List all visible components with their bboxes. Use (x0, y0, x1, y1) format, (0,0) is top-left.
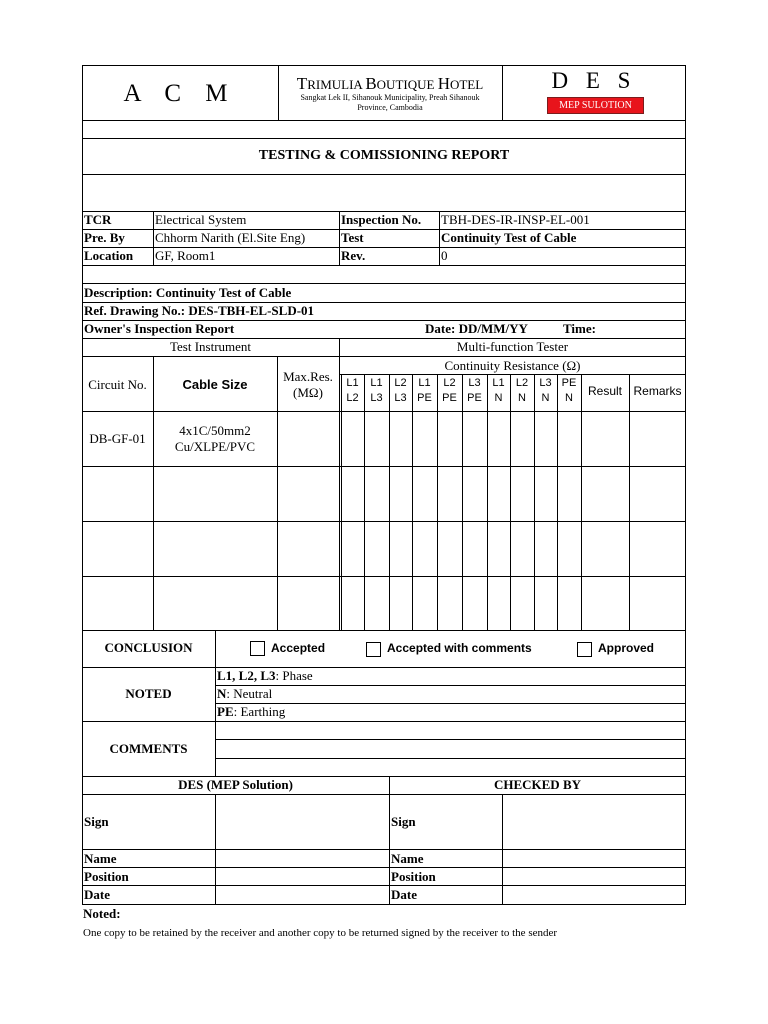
preby-value: Chhorm Narith (El.Site Eng) (155, 230, 306, 245)
inspection-label: Inspection No. (341, 212, 422, 227)
noted-neutral-key: N (217, 686, 227, 701)
accepted-with-comments-checkbox[interactable] (366, 642, 381, 657)
accepted-checkbox[interactable] (250, 641, 265, 656)
tcr-label: TCR (84, 212, 112, 227)
col-pair-l1-n (487, 376, 510, 406)
noted-phase (217, 668, 313, 684)
col-pair-l1-l2 (341, 376, 364, 406)
hotel-name-initial-b: B (365, 74, 377, 93)
pair-bottom: PE (417, 392, 432, 404)
hotel-name-part3: OTEL (449, 77, 484, 92)
comments-label: COMMENTS (109, 741, 188, 756)
location-value: GF, Room1 (155, 248, 216, 263)
right-date-label: Date (391, 887, 417, 902)
owner-report: Owner's Inspection Report (84, 321, 235, 336)
footer-note-text: One copy to be retained by the receiver and another copy to be returned signed by the receiver to the sender (83, 927, 558, 939)
right-position-label: Position (391, 869, 436, 884)
accepted-with-comments-label: Accepted with comments (387, 641, 532, 655)
hotel-name-initial-h: H (437, 74, 450, 93)
col-pair-l2-n (510, 376, 534, 406)
col-pair-l2-pe (437, 376, 462, 406)
col-maxres-1: Max.Res. (283, 369, 333, 384)
col-maxres-2: (MΩ) (293, 385, 323, 400)
location-label: Location (84, 248, 134, 263)
hotel-name-initial-t: T (296, 74, 308, 93)
col-pair-pe-n (557, 376, 581, 406)
pair-bottom: L2 (346, 392, 359, 404)
col-circuit: Circuit No. (88, 377, 147, 392)
preby-label: Pre. By (84, 230, 125, 245)
pair-top: L1 (492, 377, 505, 389)
conclusion-label: CONCLUSION (104, 640, 193, 655)
col-pair-l3-n (534, 376, 557, 406)
company-left-logo: A C M (123, 80, 237, 107)
pair-bottom: L3 (394, 392, 407, 404)
company-right-tag (547, 97, 644, 114)
pair-top: L1 (370, 377, 383, 389)
hotel-name-part2: OUTIQUE (376, 77, 438, 92)
col-pair-l1-pe (412, 376, 437, 406)
company-right-logo: D E S (551, 68, 637, 93)
col-remarks: Remarks (633, 384, 682, 398)
noted-phase-value: : Phase (275, 668, 313, 683)
noted-neutral (217, 686, 272, 702)
pair-top: L1 (346, 377, 359, 389)
noted-earthing-value: : Earthing (233, 704, 286, 719)
row1-circuit: DB-GF-01 (89, 431, 146, 446)
time-label: Time: (563, 321, 596, 336)
test-value: Continuity Test of Cable (441, 230, 577, 245)
noted-earthing-key: PE (217, 704, 234, 719)
company-right-tag-text: MEP SULOTION (559, 100, 632, 111)
tcr-value: Electrical System (155, 212, 247, 227)
left-position-label: Position (84, 869, 129, 884)
approved-label: Approved (598, 641, 655, 655)
pair-top: L3 (539, 377, 552, 389)
accepted-label: Accepted (271, 641, 326, 655)
hotel-address-line1: Sangkat Lek II, Sihanouk Municipality, Preah Sihanouk (300, 93, 480, 102)
hotel-name-part1: RIMULIA (307, 77, 366, 92)
description: Description: Continuity Test of Cable (84, 285, 292, 300)
left-sign-label: Sign (84, 814, 109, 829)
pair-bottom: PE (467, 392, 482, 404)
col-cable: Cable Size (182, 377, 248, 392)
ref-drawing: Ref. Drawing No.: DES-TBH-EL-SLD-01 (84, 303, 315, 318)
rev-value: 0 (441, 248, 448, 263)
pair-top: L3 (468, 377, 481, 389)
left-date-label: Date (84, 887, 110, 902)
date-label: Date: DD/MM/YY (425, 321, 528, 336)
noted-phase-key: L1, L2, L3 (217, 668, 276, 683)
left-name-label: Name (84, 851, 117, 866)
inspection-value: TBH-DES-IR-INSP-EL-001 (441, 212, 590, 227)
row1-cable-line2: Cu/XLPE/PVC (174, 439, 256, 454)
pair-bottom: N (565, 392, 573, 404)
pair-bottom: N (494, 392, 503, 404)
pair-top: L2 (443, 377, 456, 389)
approved-checkbox[interactable] (577, 642, 592, 657)
noted-neutral-value: : Neutral (226, 686, 273, 701)
pair-top: L2 (394, 377, 407, 389)
rev-label: Rev. (341, 248, 366, 263)
sign-left-title: DES (MEP Solution) (178, 777, 293, 792)
footer-noted-label: Noted: (83, 906, 121, 921)
pair-top: L1 (418, 377, 431, 389)
hotel-name (278, 74, 502, 95)
pair-bottom: PE (442, 392, 457, 404)
pair-bottom: L3 (370, 392, 383, 404)
pair-top: PE (561, 377, 577, 389)
test-label: Test (341, 230, 364, 245)
row1-cable-line1: 4x1C/50mm2 (179, 423, 251, 438)
report-title: TESTING & COMISSIONING REPORT (258, 148, 510, 163)
col-pair-l2-l3 (389, 376, 412, 406)
right-name-label: Name (391, 851, 424, 866)
pair-bottom: N (518, 392, 526, 404)
continuity-header: Continuity Resistance (Ω) (444, 358, 581, 373)
pair-top: L2 (515, 377, 529, 389)
noted-earthing (217, 704, 285, 720)
noted-label: NOTED (125, 686, 172, 701)
col-pair-l3-pe (462, 376, 487, 406)
test-instrument-value: Multi-function Tester (456, 339, 569, 354)
right-sign-label: Sign (391, 814, 416, 829)
hotel-address-line2: Province, Cambodia (357, 103, 423, 112)
pair-bottom: N (541, 392, 550, 404)
sign-right-title: CHECKED BY (493, 777, 582, 792)
test-instrument-label: Test Instrument (169, 339, 252, 354)
col-result: Result (587, 384, 622, 398)
col-pair-l1-l3 (364, 376, 389, 406)
